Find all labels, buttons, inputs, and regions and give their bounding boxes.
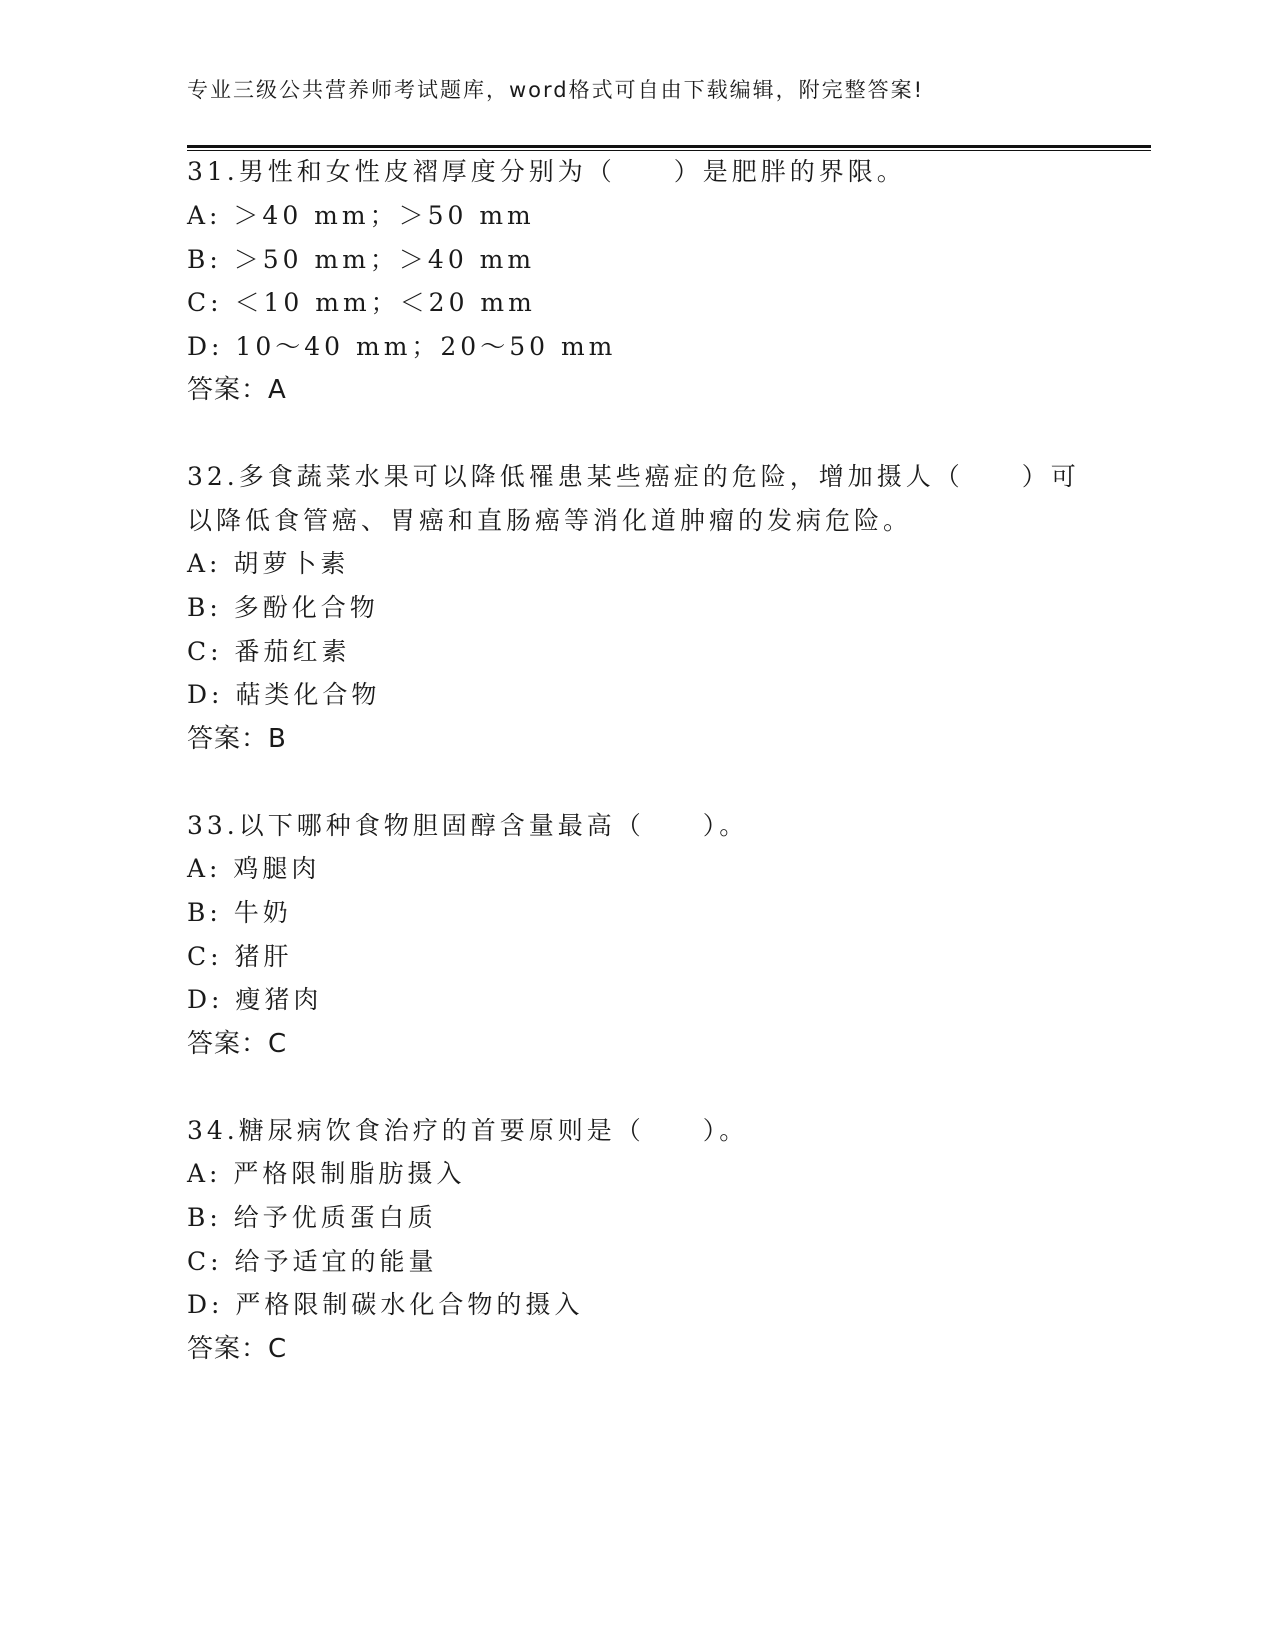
question-32-answer: 答案：B: [187, 724, 287, 754]
header-rule-thin: [187, 150, 1151, 151]
question-31-answer: 答案：A: [187, 375, 287, 405]
question-34-option-c: C: 给予适宜的能量: [187, 1247, 438, 1276]
header-rule-thick: [187, 145, 1151, 148]
question-34-answer: 答案：C: [187, 1334, 288, 1364]
question-32-stem-line-2: 以降低食管癌、胃癌和直肠癌等消化道肿瘤的发病危险。: [187, 506, 913, 535]
question-31-option-d: D: 10～40 mm；20～50 mm: [187, 332, 617, 361]
question-33-stem: 33.以下哪种食物胆固醇含量最高（ ）。: [187, 811, 749, 840]
question-32-option-b: B: 多酚化合物: [187, 593, 379, 622]
question-34-stem: 34.糖尿病饮食治疗的首要原则是（ ）。: [187, 1116, 749, 1145]
question-33-option-b: B: 牛奶: [187, 898, 292, 927]
question-33-option-d: D: 瘦猪肉: [187, 985, 323, 1014]
question-32-stem-line-1: 32.多食蔬菜水果可以降低罹患某些癌症的危险，增加摄人（ ）可: [187, 462, 1080, 491]
question-34-option-a: A: 严格限制脂肪摄入: [187, 1159, 466, 1188]
question-34-option-b: B: 给予优质蛋白质: [187, 1203, 437, 1232]
question-32-option-a: A: 胡萝卜素: [187, 549, 350, 578]
document-header: 专业三级公共营养师考试题库，word格式可自由下载编辑，附完整答案!: [187, 78, 925, 102]
question-31-option-a: A: ＞40 mm；＞50 mm: [187, 201, 535, 230]
question-32-option-d: D: 萜类化合物: [187, 680, 381, 709]
question-33-option-c: C: 猪肝: [187, 942, 293, 971]
question-31-option-b: B: ＞50 mm；＞40 mm: [187, 245, 536, 274]
question-33-answer: 答案：C: [187, 1029, 288, 1059]
question-31-option-c: C: ＜10 mm；＜20 mm: [187, 288, 536, 317]
question-31-stem: 31.男性和女性皮褶厚度分别为（ ）是肥胖的界限。: [187, 157, 906, 186]
question-34-option-d: D: 严格限制碳水化合物的摄入: [187, 1290, 584, 1319]
question-32-option-c: C: 番茄红素: [187, 637, 351, 666]
question-33-option-a: A: 鸡腿肉: [187, 854, 321, 883]
